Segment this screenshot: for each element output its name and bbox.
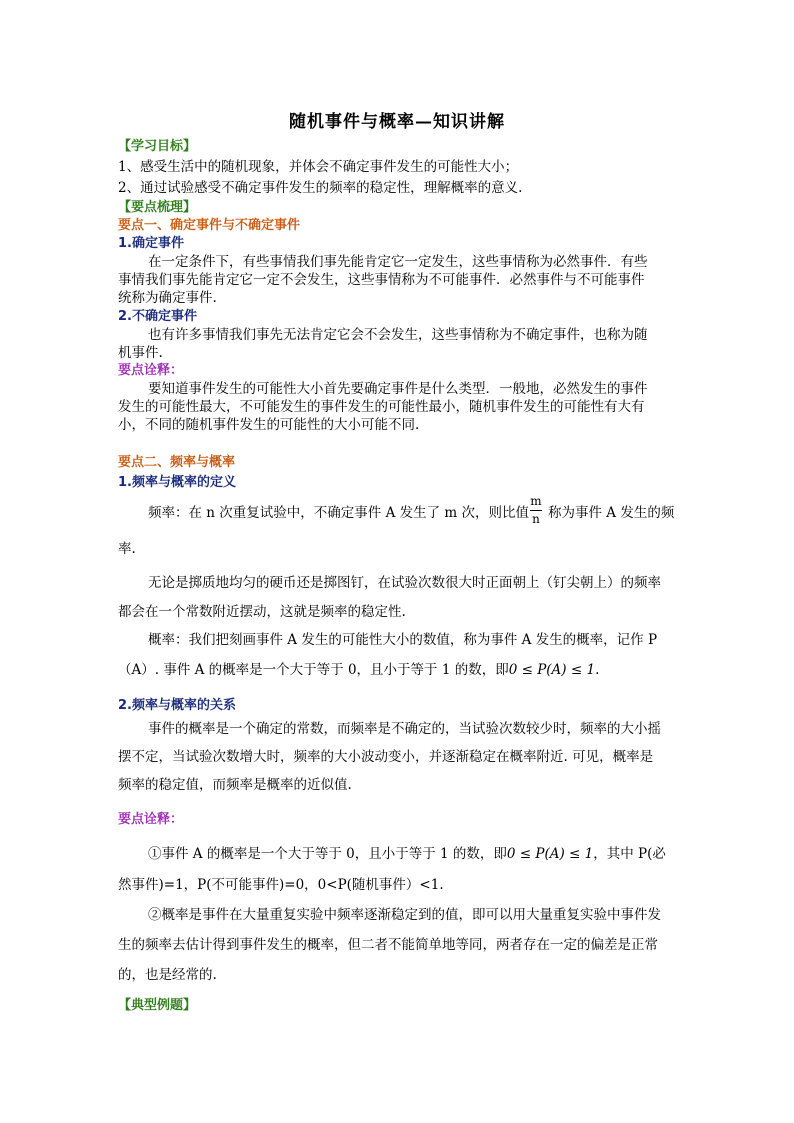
note2-text-end: ，其中 P(必	[593, 846, 666, 862]
paragraph-line: 率.	[118, 541, 136, 557]
objective-1: 1、感受生活中的随机现象，并体会不确定事件发生的可能性大小；	[118, 159, 519, 175]
paragraph-line: ②概率是事件在大量重复实验中频率逐渐稳定到的值，即可以用大量重复实验中事件发	[148, 907, 661, 923]
note2-line-1	[148, 845, 666, 863]
paragraph-line: 然事件)=1，P(不可能事件)=0，0<P(随机事件）<1.	[118, 877, 444, 893]
fraction-numerator: m	[530, 494, 542, 508]
note2-label: 要点诠释：	[118, 812, 184, 827]
fraction-denominator: n	[532, 512, 540, 526]
point2-heading: 要点二、频率与概率	[118, 455, 236, 470]
paragraph-line: 统称为确定事件.	[118, 290, 217, 306]
paragraph-line: 机事件.	[118, 345, 163, 361]
paragraph-line: 发生的可能性最大，不可能发生的事件发生的可能性最小，随机事件发生的可能性有大有	[118, 399, 645, 415]
point1-heading: 要点一、确定事件与不确定事件	[118, 218, 301, 233]
paragraph-line: 的，也是经常的.	[118, 967, 217, 983]
paragraph-line: 无论是掷质地均匀的硬币还是掷图钉，在试验次数很大时正面朝上（钉尖朝上）的频率	[148, 575, 661, 591]
note2-inequality: 0 ≤ P(A) ≤ 1	[506, 846, 594, 862]
paragraph-line: 要知道事件发生的可能性大小首先要确定事件是什么类型．一般地，必然发生的事件	[148, 381, 648, 397]
freq-def-line-b: 称为事件 A 发生的频	[548, 505, 675, 521]
point2-sub2-heading: 2.频率与概率的关系	[118, 698, 236, 713]
prob-def-line-2	[118, 661, 599, 679]
prob-def-end: .	[595, 662, 600, 678]
paragraph-line: 也有许多事情我们事先无法肯定它会不会发生，这些事情称为不确定事件，也称为随	[148, 327, 648, 343]
prob-inequality: 0 ≤ P(A) ≤ 1	[508, 662, 596, 678]
section-points-heading: 【要点梳理】	[118, 200, 197, 215]
paragraph-line: 生的频率去估计得到事件发生的概率，但二者不能简单地等同，两者存在一定的偏差是正常	[118, 937, 658, 953]
paragraph-line: 事件的概率是一个确定的常数，而频率是不确定的，当试验次数较少时，频率的大小摇	[148, 721, 661, 737]
section-examples-heading: 【典型例题】	[118, 998, 197, 1013]
prob-def-text: （A）. 事件 A 的概率是一个大于等于 0，且小于等于 1 的数，即	[118, 662, 509, 678]
section-objectives-heading: 【学习目标】	[118, 139, 197, 154]
point2-sub1-heading: 1.频率与概率的定义	[118, 475, 236, 490]
paragraph-line: 都会在一个常数附近摆动，这就是频率的稳定性.	[118, 604, 406, 620]
paragraph-line: 在一定条件下，有些事情我们事先能肯定它一定发生，这些事情称为必然事件．有些	[148, 254, 648, 270]
paragraph-line: 摆不定，当试验次数增大时，频率的大小波动变小，并逐渐稳定在概率附近. 可见，概率是	[118, 749, 654, 765]
paragraph-line: 频率的稳定值，而频率是概率的近似值.	[118, 777, 352, 793]
point1-sub1-heading: 1.确定事件	[118, 236, 184, 251]
point1-sub2-heading: 2.不确定事件	[118, 309, 197, 324]
paragraph-line: 概率：我们把刻画事件 A 发生的可能性大小的数值，称为事件 A 发生的概率，记作 P	[148, 632, 658, 648]
paragraph-line: 小，不同的随机事件发生的可能性的大小可能不同.	[118, 417, 420, 433]
objective-2: 2、通过试验感受不确定事件发生的频率的稳定性，理解概率的意义.	[118, 180, 523, 196]
note-label: 要点诠释：	[118, 363, 184, 378]
paragraph-line: 事情我们事先能肯定它一定不会发生，这些事情称为不可能事件．必然事件与不可能事件	[118, 272, 645, 288]
page-title: 随机事件与概率—知识讲解	[289, 112, 505, 132]
note2-text: ①事件 A 的概率是一个大于等于 0，且小于等于 1 的数，即	[148, 846, 507, 862]
freq-def-line-a: 频率：在 n 次重复试验中，不确定事件 A 发生了 m 次，则比值	[148, 505, 529, 521]
fraction-bar	[530, 510, 542, 511]
